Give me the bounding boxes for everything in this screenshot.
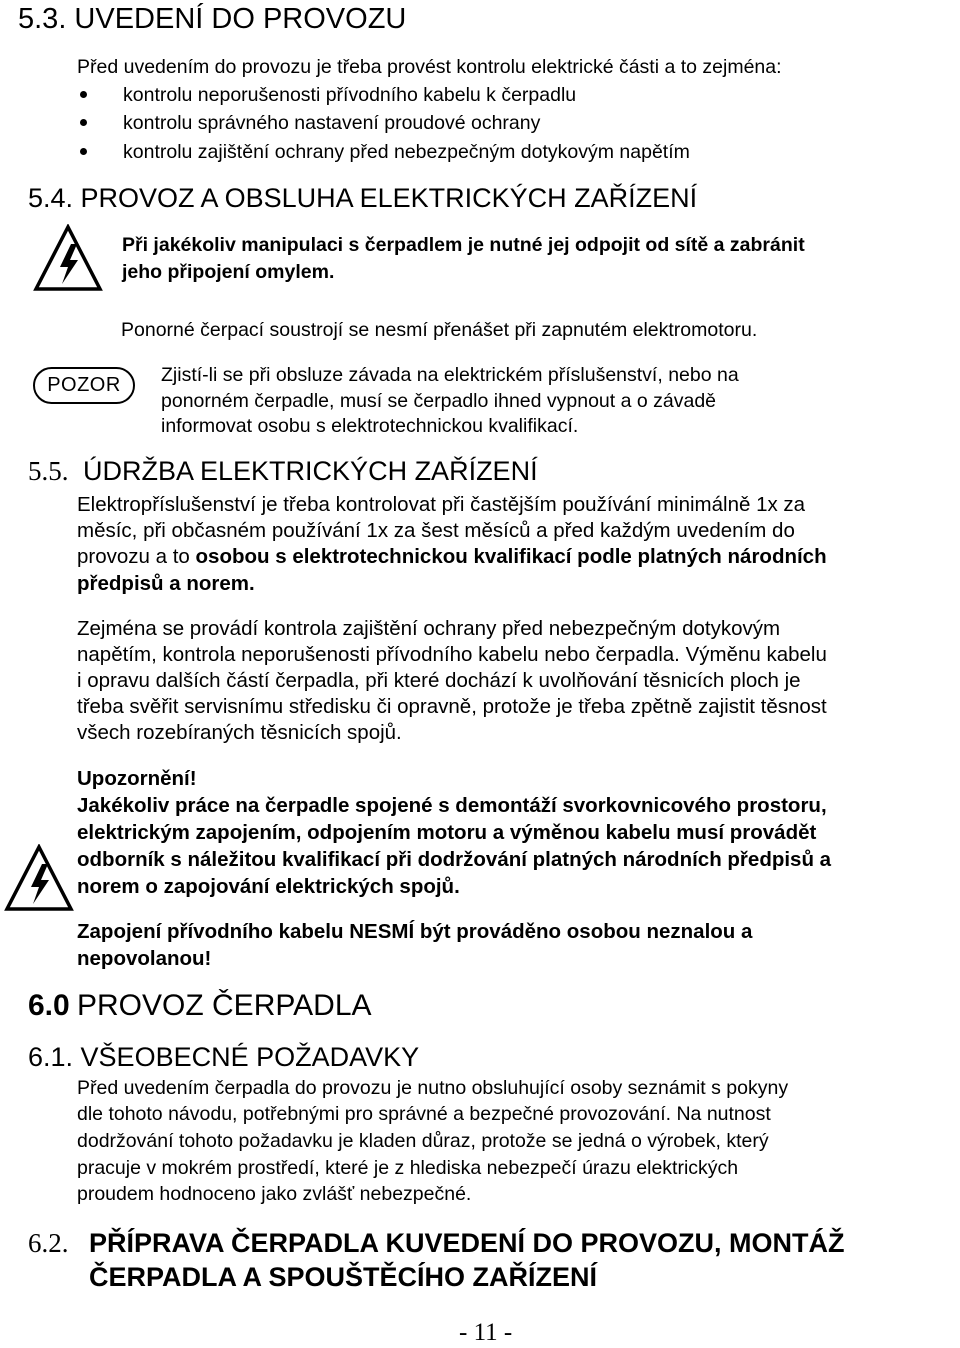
section-6-1-heading: 6.1. VŠEOBECNÉ POŽADAVKY [28, 1042, 420, 1072]
paragraph-line: napětím, kontrola neporušenosti přívodního kabelu nebo čerpadla. Výměnu kabelu [77, 643, 827, 666]
section-5-3-heading: 5.3. UVEDENÍ DO PROVOZU [18, 3, 407, 35]
notice-line: odborník s náležitou kvalifikací při dodržování platných národních předpisů a [77, 848, 832, 871]
paragraph-normal-text: provozu a to [77, 545, 196, 568]
paragraph-line: dodržování tohoto požadavku je kladen důraz, protože se jedná o výrobek, který [77, 1130, 769, 1152]
section-6-2-title-line-2: ČERPADLA A SPOUŠTĚCÍHO ZAŘÍZENÍ [89, 1262, 598, 1292]
high-voltage-warning-icon [33, 224, 103, 292]
high-voltage-warning-icon [4, 844, 74, 912]
notice-line: Jakékoliv práce na čerpadle spojené s demontáží svorkovnicového prostoru, [77, 794, 827, 817]
section-5-5-number: 5.5. [28, 456, 69, 486]
cable-warning-line: nepovolanou! [77, 947, 212, 970]
paragraph-line: i opravu dalších částí čerpadla, při které dochází k uvolňování těsnicích ploch je [77, 669, 801, 692]
section-6-2-title-line-1: PŘÍPRAVA ČERPADLA KUVEDENÍ DO PROVOZU, MONTÁŽ [89, 1228, 845, 1258]
pozor-text-line: informovat osobu s elektrotechnickou kvalifikací. [161, 415, 579, 437]
page-number: - 11 - [459, 1319, 513, 1346]
paragraph-line: Zejména se provádí kontrola zajištění ochrany před nebezpečným dotykovým [77, 617, 781, 640]
bullet-icon [80, 119, 87, 126]
section-5-3-intro: Před uvedením do provozu je třeba provést kontrolu elektrické části a to zejména: [77, 56, 782, 78]
notice-line: norem o zapojování elektrických spojů. [77, 875, 460, 898]
notice-title: Upozornění! [77, 767, 197, 790]
pozor-text-line: ponorném čerpadle, musí se čerpadlo ihned vypnout a o závadě [161, 390, 717, 412]
bullet-icon [80, 148, 87, 155]
paragraph-line: Elektropříslušenství je třeba kontrolovat při častějším používání minimálně 1x za [77, 493, 806, 516]
section-6-0-number: 6.0 [28, 989, 70, 1022]
section-5-4-note: Ponorné čerpací soustrojí se nesmí přenášet při zapnutém elektromotoru. [121, 319, 758, 341]
paragraph-line: proudem hodnoceno jako zvlášť nebezpečné. [77, 1183, 472, 1205]
pozor-badge: POZOR [33, 367, 135, 404]
list-item: kontrolu neporušenosti přívodního kabelu k čerpadlu [123, 84, 577, 106]
list-item: kontrolu zajištění ochrany před nebezpečným dotykovým napětím [123, 141, 690, 163]
section-6-2-number: 6.2. [28, 1228, 69, 1258]
bullet-icon [80, 91, 87, 98]
cable-warning-line: Zapojení přívodního kabelu NESMÍ být prováděno osobou neznalou a [77, 920, 753, 943]
notice-line: elektrickým zapojením, odpojením motoru a výměnou kabelu musí provádět [77, 821, 817, 844]
paragraph-line: dle tohoto návodu, potřebnými pro správné a bezpečné provozování. Na nutnost [77, 1103, 771, 1125]
paragraph-line [77, 544, 827, 570]
section-6-0-title: PROVOZ ČERPADLA [77, 989, 372, 1022]
section-5-4-heading: 5.4. PROVOZ A OBSLUHA ELEKTRICKÝCH ZAŘÍZENÍ [28, 183, 698, 213]
pozor-text-line: Zjistí-li se při obsluze závada na elektrickém příslušenství, nebo na [161, 364, 739, 386]
warning-text-line: Při jakékoliv manipulaci s čerpadlem je nutné jej odpojit od sítě a zabránit [122, 234, 805, 256]
paragraph-line: pracuje v mokrém prostředí, které je z hlediska nebezpečí úrazu elektrických [77, 1157, 739, 1179]
list-item: kontrolu správného nastavení proudové ochrany [123, 112, 541, 134]
warning-text-line: jeho připojení omylem. [122, 261, 335, 283]
section-5-5-title: ÚDRŽBA ELEKTRICKÝCH ZAŘÍZENÍ [83, 456, 538, 486]
paragraph-bold-text: osobou s elektrotechnickou kvalifikací podle platných národních [195, 545, 827, 568]
paragraph-line: měsíc, při občasném používání 1x za šest měsíců a před každým uvedením do [77, 519, 795, 542]
paragraph-line: třeba svěřit servisnímu středisku či opravně, protože je třeba zpětně zajistit těsnost [77, 695, 827, 718]
paragraph-line: Před uvedením čerpadla do provozu je nutno obsluhující osoby seznámit s pokyny [77, 1077, 789, 1099]
paragraph-line: všech rozebíraných těsnicích spojů. [77, 721, 402, 744]
paragraph-line: předpisů a norem. [77, 572, 255, 595]
